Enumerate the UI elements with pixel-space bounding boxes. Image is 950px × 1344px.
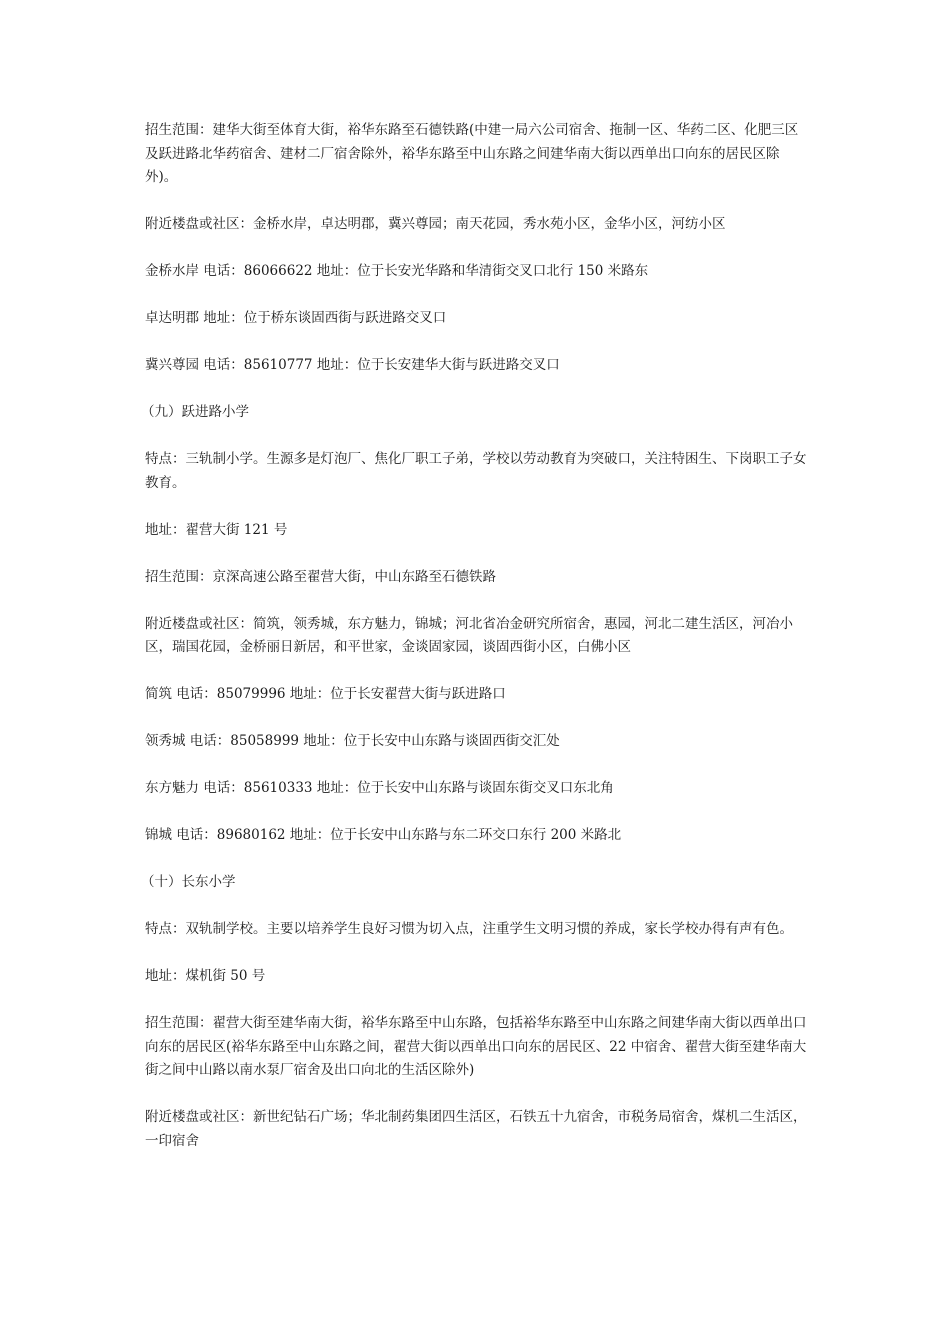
- community-info-paragraph: 领秀城 电话：85058999 地址：位于长安中山东路与谈固西街交汇处: [145, 733, 560, 749]
- nearby-communities-paragraph: 附近楼盘或社区：新世纪钻石广场；华北制药集团四生活区，石铁五十九宿舍，市税务局宿舍，煤机二生活区，一印宿舍: [145, 1109, 807, 1149]
- document-body: [141, 119, 807, 1177]
- community-info-paragraph: 简筑 电话：85079996 地址：位于长安翟营大街与跃进路口: [145, 686, 506, 702]
- school-section-heading: （九）跃进路小学: [141, 404, 249, 420]
- school-address-paragraph: 地址：翟营大街 121 号: [145, 521, 288, 538]
- school-features-paragraph: 特点：双轨制学校。主要以培养学生良好习惯为切入点，注重学生文明习惯的养成，家长学校办得有声有色。: [145, 921, 793, 937]
- school-section-heading: （十）长东小学: [141, 874, 236, 890]
- community-info-paragraph: 金桥水岸 电话：86066622 地址：位于长安光华路和华清街交叉口北行 150 米路东: [145, 263, 649, 279]
- community-info-paragraph: 东方魅力 电话：85610333 地址：位于长安中山东路与谈固东街交叉口东北角: [145, 780, 614, 796]
- school-address-paragraph: 地址：煤机街 50 号: [145, 968, 266, 984]
- enrollment-range-paragraph: 招生范围：建华大街至体育大街，裕华东路至石德铁路(中建一局六公司宿舍、拖制一区、华药二区、化肥三区及跃进路北华药宿舍、建材二厂宿舍除外，裕华东路至中山东路之间建华南大街以西单出口向东的居民区除外)。: [145, 122, 799, 185]
- enrollment-range-paragraph: 招生范围：翟营大街至建华南大街，裕华东路至中山东路，包括裕华东路至中山东路之间建华南大街以西单出口向东的居民区(裕华东路至中山东路之间，翟营大街以西单出口向东的居民区、22 中宿舍、翟营大街至建华南大街之间中山路以南水泵厂宿舍及出口向北的生活区除外): [145, 1015, 807, 1078]
- community-info-paragraph: 冀兴尊园 电话：85610777 地址：位于长安建华大街与跃进路交叉口: [145, 357, 560, 373]
- nearby-communities-paragraph: 附近楼盘或社区：简筑，领秀城，东方魅力，锦城；河北省冶金研究所宿舍，惠园，河北二建生活区，河冶小区，瑞国花园，金桥丽日新居，和平世家，金谈固家园，谈固西街小区，白佛小区: [145, 615, 793, 655]
- enrollment-range-paragraph: 招生范围：京深高速公路至翟营大街，中山东路至石德铁路: [145, 568, 496, 585]
- nearby-communities-paragraph: 附近楼盘或社区：金桥水岸，卓达明郡，冀兴尊园；南天花园，秀水苑小区，金华小区，河纺小区: [145, 216, 726, 232]
- community-info-paragraph: 锦城 电话：89680162 地址：位于长安中山东路与东二环交口东行 200 米路北: [145, 827, 622, 843]
- school-features-paragraph: 特点：三轨制小学。生源多是灯泡厂、焦化厂职工子弟，学校以劳动教育为突破口，关注特困生、下岗职工子女教育。: [145, 451, 807, 491]
- community-info-paragraph: 卓达明郡 地址：位于桥东谈固西街与跃进路交叉口: [145, 310, 447, 326]
